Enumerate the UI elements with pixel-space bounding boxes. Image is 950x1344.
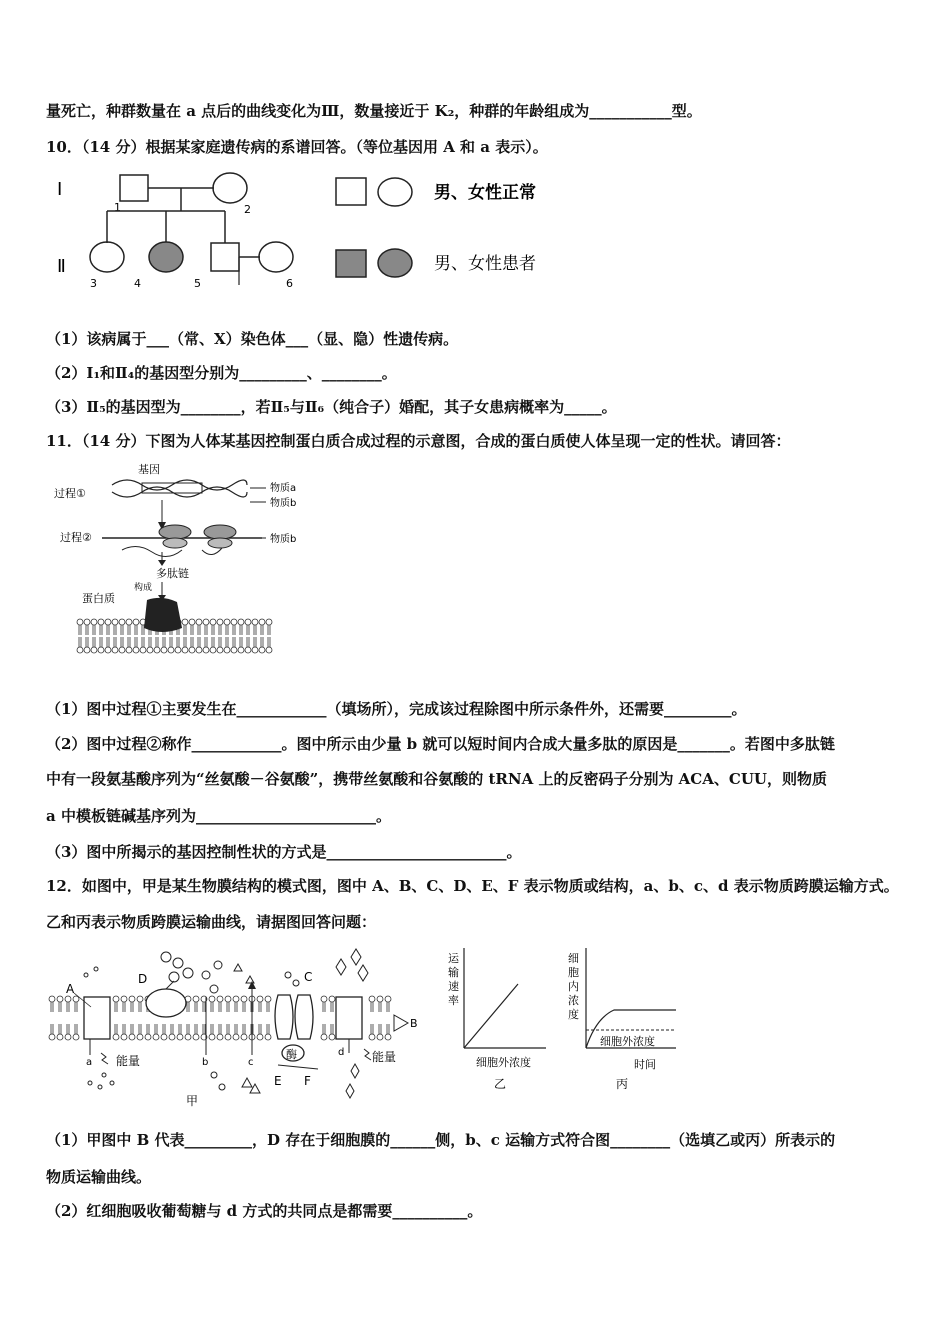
- bing-xlabel: 时间: [634, 1058, 656, 1071]
- process1-label: 过程①: [54, 487, 86, 500]
- carrier-A: [84, 997, 110, 1039]
- label-B: B: [410, 1017, 418, 1030]
- substance-a-label: 物质a: [270, 483, 297, 494]
- legend-normal-text: 男、女性正常: [434, 183, 536, 203]
- q11-sub2a: （2）图中过程②称作____________。图中所示由少量 b 就可以短时间内合成大量多肽的原因是_______。若图中多肽链: [46, 735, 835, 753]
- id-6: 6: [286, 277, 293, 290]
- yi-ylabel-1: 输: [448, 966, 459, 979]
- prev-question-tail: 量死亡，种群数量在 a 点后的曲线变化为Ⅲ，数量接近于 K₂，种群的年龄组成为___________型。: [46, 102, 702, 120]
- yi-ylabel-0: 运: [448, 952, 459, 965]
- membrane-transport-figure: [46, 945, 426, 1115]
- bing-ylabel-4: 度: [568, 1008, 579, 1021]
- substance-b-label-1: 物质b: [270, 498, 297, 509]
- process2-label: 过程②: [60, 531, 92, 544]
- id-5: 5: [194, 277, 201, 290]
- legend-male-affected: [336, 250, 366, 277]
- q12-stem-b: 乙和丙表示物质跨膜运输曲线，请据图回答问题：: [46, 913, 377, 931]
- bing-dash-label: 细胞外浓度: [600, 1035, 655, 1048]
- pedigree-figure: [52, 165, 572, 295]
- legend-male-normal: [336, 178, 366, 205]
- protein-label: 蛋白质: [82, 592, 115, 605]
- label-E: E: [274, 1074, 282, 1088]
- id-2: 2: [244, 203, 251, 216]
- q12-sub2: （2）红细胞吸收葡萄糖与 d 方式的共同点是都需要__________。: [46, 1202, 483, 1220]
- protein-shape: [144, 598, 182, 632]
- q12-sub1a: （1）甲图中 B 代表_________，D 存在于细胞膜的______侧，b、c 运输方式符合图________（选填乙或丙）所表示的: [46, 1131, 836, 1149]
- label-d: d: [338, 1047, 345, 1058]
- bing-title: 丙: [616, 1077, 629, 1091]
- q12-sub1b: 物质运输曲线。: [46, 1168, 152, 1186]
- enzyme-label: 酶: [286, 1048, 297, 1061]
- form-label: 构成: [134, 583, 153, 593]
- id-3: 3: [90, 277, 97, 290]
- legend-female-affected: [378, 249, 412, 277]
- graph-yi: [446, 948, 556, 1098]
- graph-bing: [566, 948, 686, 1098]
- bing-ylabel-0: 细: [568, 952, 579, 965]
- label-A: A: [66, 982, 75, 996]
- q11-sub2c: a 中模板链碱基序列为________________________。: [46, 807, 391, 825]
- female-normal-II3: [90, 242, 124, 272]
- q11-sub2b: 中有一段氨基酸序列为“丝氨酸－谷氨酸”，携带丝氨酸和谷氨酸的 tRNA 上的反密码子分别为 ACA、CUU，则物质: [46, 770, 827, 788]
- gen-1-label: Ⅰ: [57, 179, 63, 200]
- gene-label: 基因: [138, 463, 160, 476]
- yi-xlabel: 细胞外浓度: [476, 1056, 531, 1069]
- label-b: b: [202, 1057, 209, 1068]
- polypeptide-label: 多肽链: [156, 567, 189, 580]
- label-a: a: [86, 1057, 93, 1068]
- label-c: c: [248, 1057, 254, 1068]
- label-F: F: [304, 1074, 311, 1088]
- bing-ylabel-3: 浓: [568, 994, 579, 1007]
- fig-jia-label: 甲: [186, 1094, 199, 1108]
- bing-ylabel-2: 内: [568, 980, 579, 993]
- bing-ylabel-1: 胞: [568, 966, 579, 979]
- q11-sub1: （1）图中过程①主要发生在____________（填场所），完成该过程除图中所示条件外，还需要_________。: [46, 700, 747, 718]
- energy-2: 能量: [372, 1050, 397, 1064]
- legend-female-normal: [378, 178, 412, 206]
- gene-expression-figure: [52, 460, 342, 670]
- yi-ylabel-3: 率: [448, 994, 459, 1007]
- legend-affected-text: 男、女性患者: [434, 254, 536, 274]
- female-normal-I2: [213, 173, 247, 203]
- id-1: 1: [114, 201, 121, 214]
- label-D: D: [138, 972, 148, 986]
- label-C: C: [304, 970, 313, 984]
- female-affected-II4: [149, 242, 183, 272]
- q10-sub3: （3）Ⅱ₅的基因型为________，若Ⅱ₅与Ⅱ₆（纯合子）婚配，其子女患病概率为_____。: [46, 398, 617, 416]
- male-normal-II5: [211, 243, 239, 271]
- carrier-d: [336, 997, 362, 1039]
- female-normal-II6: [259, 242, 293, 272]
- yi-title: 乙: [494, 1077, 507, 1091]
- glycoprotein-D: [146, 989, 186, 1017]
- energy-1: 能量: [116, 1054, 141, 1068]
- q11-sub3: （3）图中所揭示的基因控制性状的方式是________________________。: [46, 843, 522, 861]
- yi-ylabel-2: 速: [448, 980, 459, 993]
- substance-b-label-2: 物质b: [270, 534, 297, 545]
- gen-2-label: Ⅱ: [57, 256, 66, 277]
- q10-stem: 10．（14 分）根据某家庭遗传病的系谱回答。（等位基因用 A 和 a 表示）。: [46, 138, 548, 156]
- q12-stem-a: 12．如图中，甲是某生物膜结构的模式图，图中 A、B、C、D、E、F 表示物质或结构，a、b、c、d 表示物质跨膜运输方式。: [46, 877, 899, 895]
- yi-line: [464, 984, 518, 1048]
- q10-sub2: （2）Ⅰ₁和Ⅱ₄的基因型分别为_________、________。: [46, 364, 397, 382]
- q11-stem: 11．（14 分）下图为人体某基因控制蛋白质合成过程的示意图，合成的蛋白质使人体呈现一定的性状。请回答：: [46, 432, 791, 450]
- male-normal-I1: [120, 175, 148, 201]
- q10-sub1: （1）该病属于___（常、X）染色体___（显、隐）性遗传病。: [46, 330, 459, 348]
- id-4: 4: [134, 277, 141, 290]
